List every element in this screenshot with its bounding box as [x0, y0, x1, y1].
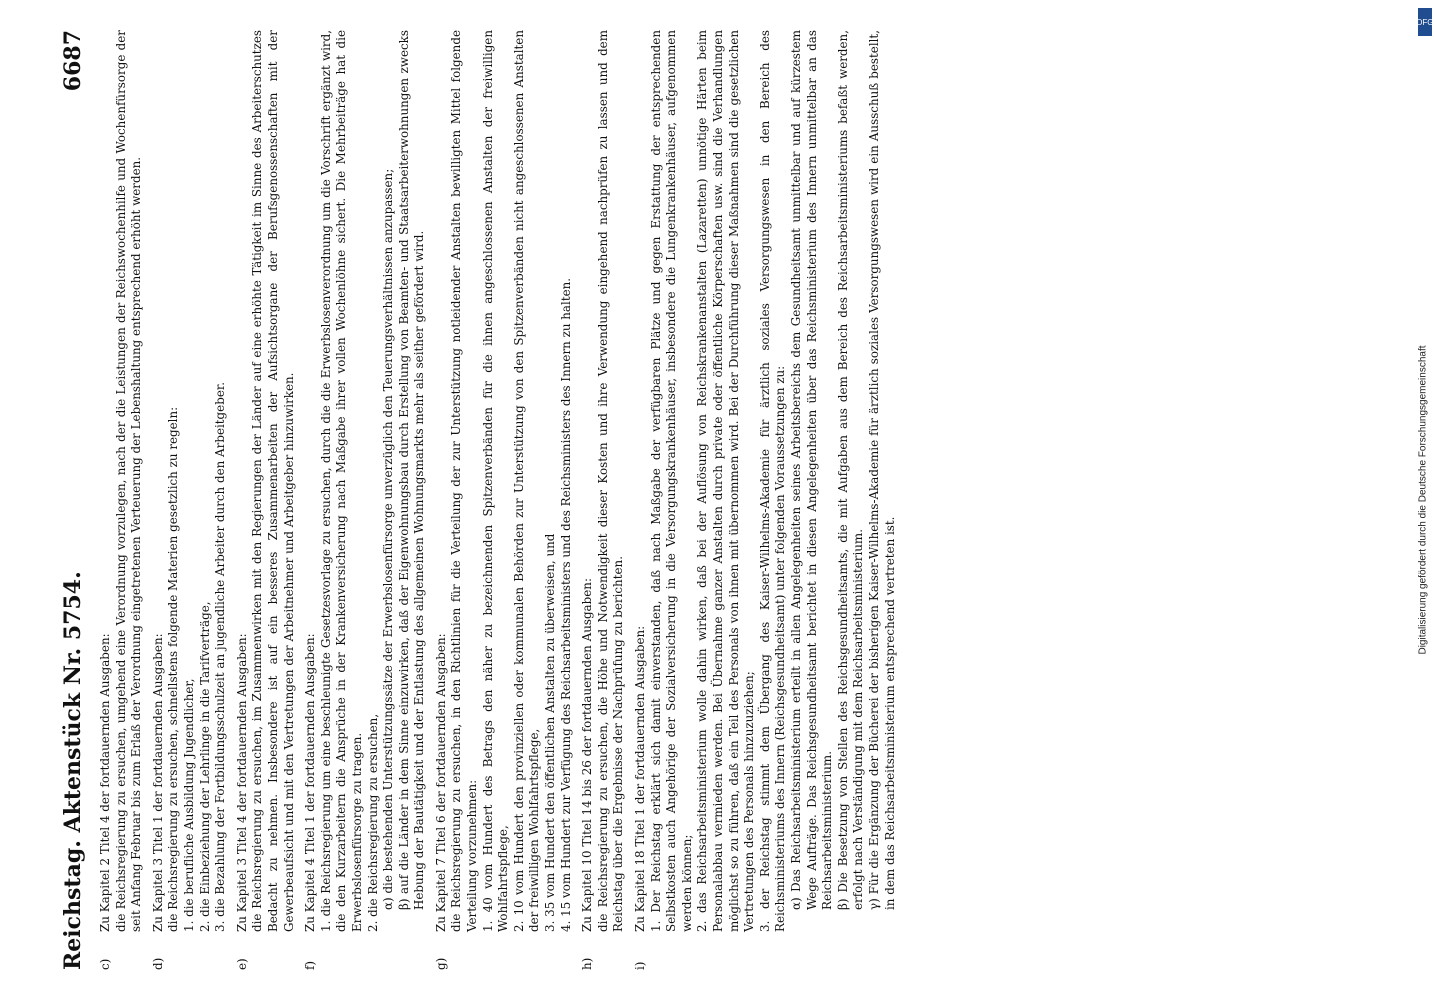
list-item: 1. Der Reichstag erklärt sich damit einverstanden, daß nach Maßgabe der verfügbaren Plätze und gegen Erstattung der entsprechenden Selbstkosten auch Angehörige der Sozialversicherung in die Versorgungskrankenhäuser, insbesondere die Lungenkrankenhäuser, aufgenommen werden können;	[648, 30, 694, 932]
sub-list-item: α) Das Reichsarbeitsministerium erteilt in allen Angelegenheiten seines Arbeitsbereichs dem Gesundheitsamt unmittelbar und auf kürzestem Wege Aufträge. Das Reichsgesundheitsamt berichtet in diesen Angelegenheiten über das Reichsministerium des Innern unmittelbar an das Reichsarbeitsministerium.	[788, 30, 835, 910]
list-item: 2. das Reichsarbeitsministerium wolle dahin wirken, daß bei der Auflösung von Reichskrankenanstalten (Lazaretten) unnötige Härten beim Personalabbau vermieden werden. Bei Übernahme ganzer Anstalten durch private oder öffentliche Körperschaften usw. sind die Verhandlungen möglichst so zu führen, daß ein Teil des Personals von ihnen mit übernommen wird. Bei der Durchführung dieser Maßnahmen sind die gesetzlichen Vertretungen des Personals hinzuzuziehen;	[695, 30, 757, 932]
section-label: g)	[433, 957, 448, 970]
section-title: Zu Kapitel 4 Titel 1 der fortdauernden Ausgaben:	[303, 633, 318, 932]
header-title: Reichstag. Aktenstück Nr. 5754.	[60, 571, 86, 970]
page-header	[60, 30, 86, 970]
sub-list-item: γ) Für die Ergänzung der Bücherei der bisherigen Kaiser-Wilhelms-Akademie für ärztlich soziales Versorgungswesen wird ein Ausschuß bestellt, in dem das Reichsarbeitsministerium entsprechend vertreten ist.	[866, 30, 897, 910]
section-label: c)	[98, 958, 112, 970]
rotated-page	[50, 0, 897, 1000]
section-c	[98, 30, 145, 970]
section-title: Zu Kapitel 3 Titel 4 der fortdauernden Ausgaben:	[234, 633, 249, 932]
section-label: e)	[234, 958, 249, 970]
dfg-logo: DFG	[1418, 8, 1432, 36]
digitization-note: Digitalisierung gefördert durch die Deutsche Forschungsgemeinschaft	[1417, 345, 1429, 655]
section-text: die Reichsregierung zu ersuchen, in den Richtlinien für die Verteilung der zur Unterstützung notleidender Anstalten bewilligten Mittel folgende Verteilung vorzunehmen:	[449, 30, 480, 932]
page-number: 6687	[60, 30, 86, 92]
section-text: die Reichsregierung zu ersuchen, umgehend eine Verordnung vorzulegen, nach der die Leistungen der Reichswochenhilfe und Wochenfürsorge der seit Anfang Februar bis zum Erlaß der Verordnung eingetretenen Verteuerung der Lebenshaltung entsprechend erhöht werden.	[113, 30, 144, 932]
list-item: 2. 10 vom Hundert den provinziellen oder kommunalen Behörden zur Unterstützung von den Spitzenverbänden nicht angeschlossenen Anstalten der freiwilligen Wohlfahrtspflege,	[511, 30, 542, 932]
section-title: Zu Kapitel 2 Titel 4 der fortdauernden Ausgaben:	[98, 633, 112, 932]
section-text: die Reichsregierung zu ersuchen, die Höhe und Notwendigkeit dieser Kosten und ihre Verwendung eingehend nachprüfen zu lassen und dem Reichstag über die Ergebnisse der Nachprüfung zu berichten.	[595, 30, 626, 932]
list-item: 3. der Reichstag stimmt dem Übergang des Kaiser-Wilhelms-Akademie für ärztlich soziales Versorgungswesen in den Bereich des Reichsministeriums des Innern (Reichsgesundheitsamt) unter folgenden Voraussetzungen zu:	[757, 30, 788, 932]
list-item: 4. 15 vom Hundert zur Verfügung des Reichsarbeitsministers und des Reichsministers des Innern zu halten.	[558, 277, 573, 932]
sub-list-item: β) auf die Länder in dem Sinne einzuwirken, daß der Eigenwohnungsbau durch Erstellung von Beamten- und Staatsarbeiterwohnungen zwecks Hebung der Bautätigkeit und der Entlastung des allgemeinen Wohnungsmarkts mehr als seither gefördert wird.	[396, 30, 427, 910]
section-title: Zu Kapitel 18 Titel 1 der fortdauernden Ausgaben:	[633, 625, 647, 932]
list-item: 2. die Reichsregierung zu ersuchen,	[365, 713, 380, 932]
section-title: Zu Kapitel 3 Titel 1 der fortdauernden Ausgaben:	[150, 633, 165, 932]
section-label: d)	[150, 957, 165, 970]
section-text: die Reichsregierung zu ersuchen, im Zusammenwirken mit den Regierungen der Länder auf eine erhöhte Tätigkeit im Sinne des Arbeiterschutzes Bedacht zu nehmen. Insbesondere ist auf ein besseres Zusammenarbeiten der Aufsichtsorgane der Berufsgenossenschaften mit der Gewerbeaufsicht und mit den Vertretungen der Arbeitnehmer und Arbeitgeber hinzuwirken.	[250, 30, 296, 932]
sub-list-item: α) die bestehenden Unterstützungssätze der Erwerbslosenfürsorge unverzüglich den Teuerungsverhältnissen anzupassen;	[381, 168, 396, 910]
section-i	[633, 30, 898, 970]
section-h	[580, 30, 627, 970]
list-item: 3. 35 vom Hundert den öffentlichen Anstalten zu überweisen, und	[543, 533, 558, 932]
section-title: Zu Kapitel 7 Titel 6 der fortdauernden Ausgaben:	[433, 633, 448, 932]
section-label: h)	[580, 957, 595, 970]
section-e	[235, 30, 297, 970]
section-title: Zu Kapitel 10 Titel 14 bis 26 der fortdauernden Ausgaben:	[580, 578, 595, 932]
section-label: i)	[633, 961, 647, 970]
section-g	[434, 30, 574, 970]
list-item: 1. 40 vom Hundert des Betrags den näher zu bezeichnenden Spitzenverbänden für die ihnen angeschlossenen Anstalten der freiwilligen Wohlfahrtspflege,	[480, 30, 511, 932]
section-d	[151, 30, 229, 970]
list-item: 1. die Reichsregierung um eine beschleunigte Gesetzesvorlage zu ersuchen, durch die die Erwerbslosenverordnung um die Vorschrift ergänzt wird, die den Kurzarbeitern die Ansprüche in der Krankenversicherung nach Maßgabe ihrer vollen Wochenlöhne sichert. Die Mehrbeiträge hat die Erwerbslosenfürsorge zu tragen.	[318, 30, 364, 932]
section-f	[303, 30, 428, 970]
list-item: 2. die Einbeziehung der Lehrlinge in die Tarifverträge,	[197, 601, 212, 932]
list-item: 1. die berufliche Ausbildung Jugendlicher,	[181, 678, 196, 932]
section-text: die Reichsregierung zu ersuchen, schnellstens folgende Materien gesetzlich zu regeln:	[166, 406, 181, 932]
section-label: f)	[303, 960, 318, 970]
list-item: 3. die Bezahlung der Fortbildungsschulzeit an jugendliche Arbeiter durch den Arbeitgeber.	[213, 381, 228, 932]
side-margin	[1412, 0, 1434, 1000]
sub-list-item: β) Die Besetzung von Stellen des Reichsgesundheitsamts, die mit Aufgaben aus dem Bereich des Reichsarbeitsministeriums befaßt werden, erfolgt nach Verständigung mit dem Reichsarbeitsministerium.	[835, 30, 866, 910]
